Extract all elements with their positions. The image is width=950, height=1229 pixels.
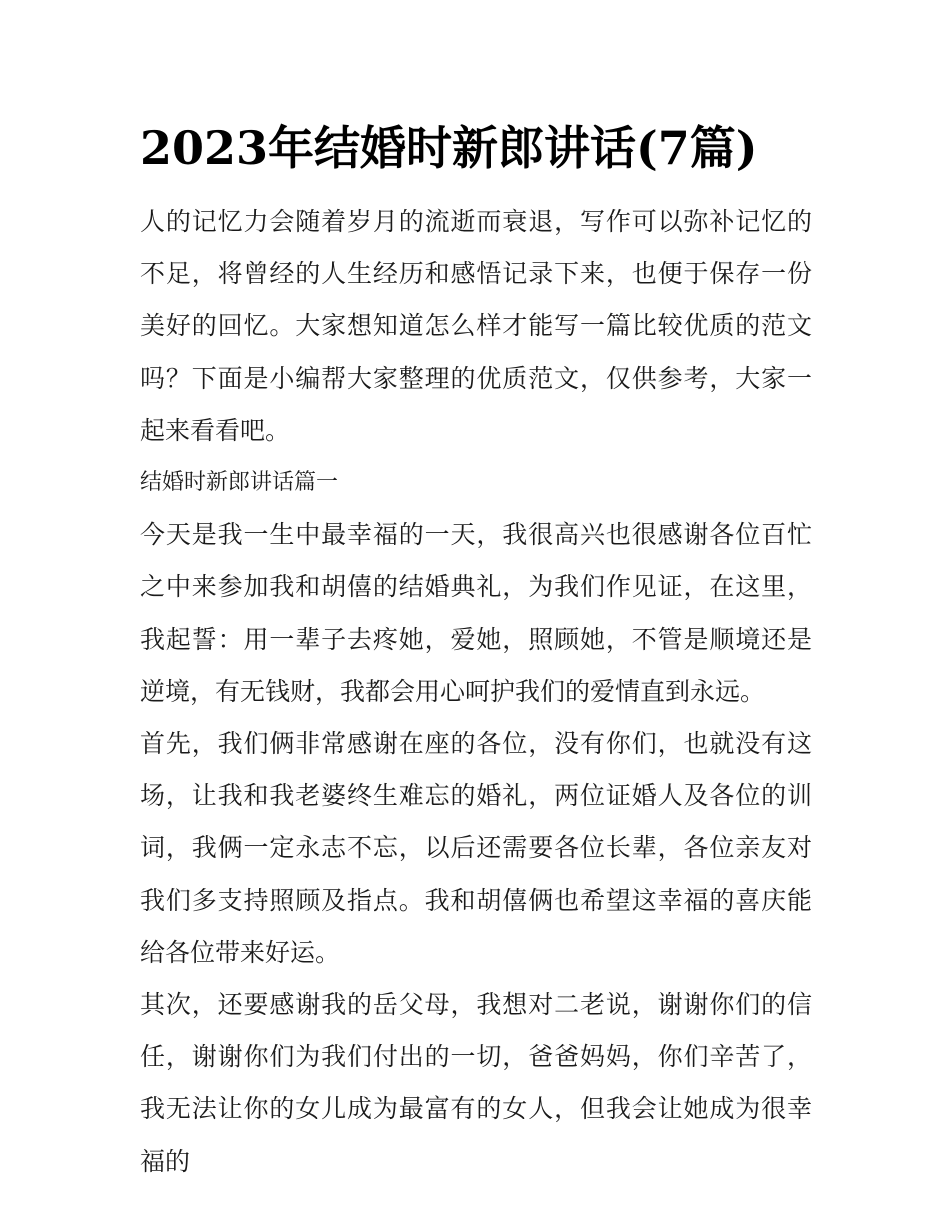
document-body: [140, 196, 812, 1188]
body-paragraph-2: 首先，我们俩非常感谢在座的各位，没有你们，也就没有这场，让我和我老婆终生难忘的婚礼，两位证婚人及各位的训词，我俩一定永志不忘，以后还需要各位长辈，各位亲友对我们多支持照顾及指点。我和胡僖俩也希望这幸福的喜庆能给各位带来好运。: [140, 729, 812, 967]
section-heading: 结婚时新郎讲话篇一: [140, 470, 339, 496]
page-title: 2023年结婚时新郎讲话(7篇): [140, 121, 758, 175]
body-paragraph-1: 今天是我一生中最幸福的一天，我很高兴也很感谢各位百忙之中来参加我和胡僖的结婚典礼，为我们作见证，在这里，我起誓：用一辈子去疼她，爱她，照顾她，不管是顺境还是逆境，有无钱财，我都会用心呵护我们的爱情直到永远。: [140, 520, 812, 706]
intro-paragraph: 人的记忆力会随着岁月的流逝而衰退，写作可以弥补记忆的不足，将曾经的人生经历和感悟记录下来，也便于保存一份美好的回忆。大家想知道怎么样才能写一篇比较优质的范文吗？下面是小编帮大家整理的优质范文，仅供参考，大家一起来看看吧。: [140, 207, 812, 445]
body-paragraph-3: 其次，还要感谢我的岳父母，我想对二老说，谢谢你们的信任，谢谢你们为我们付出的一切，爸爸妈妈，你们辛苦了，我无法让你的女儿成为最富有的女人，但我会让她成为很幸福的: [140, 990, 812, 1176]
